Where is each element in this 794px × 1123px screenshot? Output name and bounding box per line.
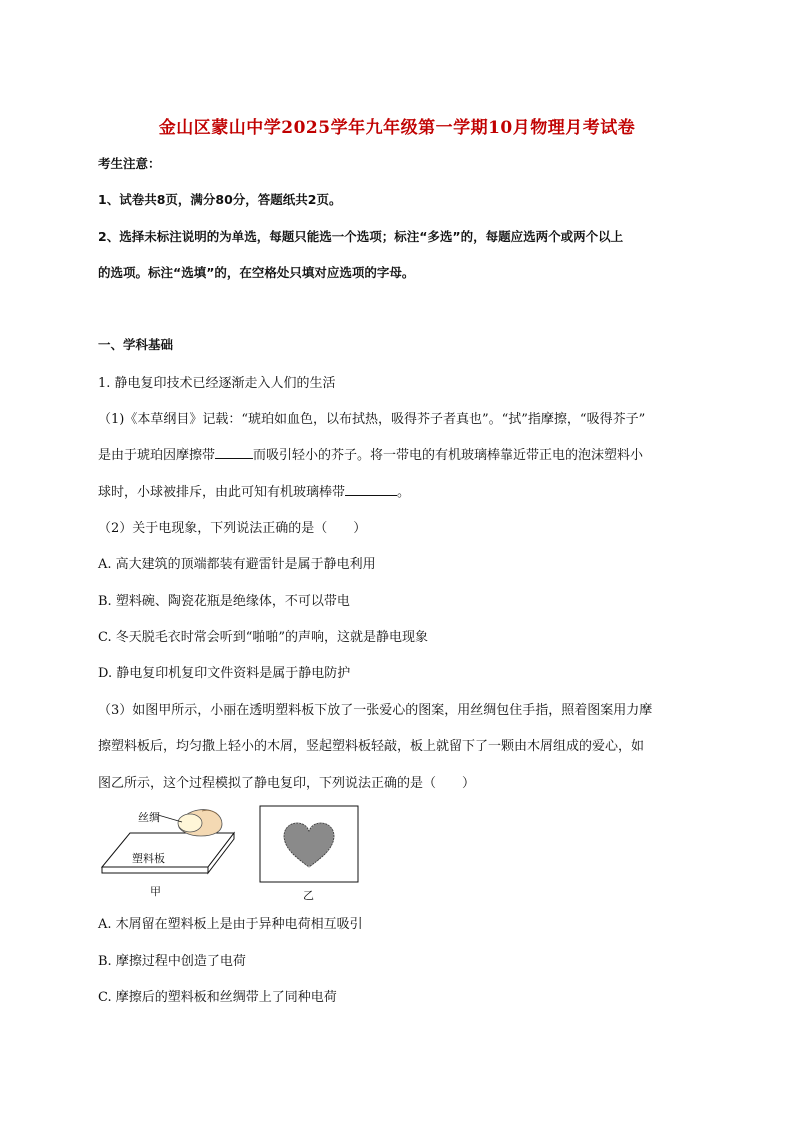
part-3-option-a: A. 木屑留在塑料板上是由于异种电荷相互吸引: [98, 917, 363, 932]
part-2-option-b: B. 塑料碗、陶瓷花瓶是绝缘体，不可以带电: [98, 594, 350, 609]
question-1-part-1-line-1: （1)《本草纲目》记载：“琥珀如血色，以布拭热，吸得芥子者真也”。“拭”指摩擦，“吸得芥子”: [98, 412, 646, 427]
question-1-part-3-line-1: （3）如图甲所示，小丽在透明塑料板下放了一张爱心的图案，用丝绸包住手指，照着图案用力摩: [98, 703, 653, 718]
label-silk: 丝绸: [138, 811, 160, 824]
question-1-stem: 1. 静电复印技术已经逐渐走入人们的生活: [98, 376, 336, 391]
question-1-part-3-line-3: 图乙所示，这个过程模拟了静电复印，下列说法正确的是（ ）: [98, 776, 476, 791]
section-heading: 一、学科基础: [98, 337, 174, 352]
label-plastic-board: 塑料板: [132, 852, 165, 865]
part-3-option-b: B. 摩擦过程中创造了电荷: [98, 954, 246, 969]
plastic-board-illustration: [102, 833, 234, 873]
part-2-option-d: D. 静电复印机复印文件资料是属于静电防护: [98, 666, 351, 681]
answer-blank-2[interactable]: [345, 483, 397, 496]
part-3-option-c: C. 摩擦后的塑料板和丝绸带上了同种电荷: [98, 990, 337, 1005]
text-segment: 球时，小球被排斥，由此可知有机玻璃棒带: [98, 485, 346, 500]
heart-board-illustration: [260, 806, 358, 882]
question-1-part-1-line-2: [98, 444, 643, 463]
text-segment: 。: [397, 485, 411, 500]
notice-item-1: 1、试卷共8页，满分80分，答题纸共2页。: [98, 192, 342, 207]
caption-figure-a: 甲: [150, 885, 161, 898]
part-2-option-c: C. 冬天脱毛衣时常会听到“啪啪”的声响，这就是静电现象: [98, 630, 429, 645]
answer-blank-1[interactable]: [215, 446, 253, 459]
part-2-option-a: A. 高大建筑的顶端都装有避雷针是属于静电利用: [98, 557, 376, 572]
question-1-part-3-line-2: 擦塑料板后，均匀撒上轻小的木屑，竖起塑料板轻敲，板上就留下了一颗由木屑组成的爱心，如: [98, 739, 645, 754]
hand-with-silk-illustration: [178, 810, 222, 836]
caption-figure-b: 乙: [303, 889, 314, 902]
figure-static-copy-demo: [98, 803, 368, 903]
question-1-part-1-line-3: [98, 481, 410, 500]
text-segment: 是由于琥珀因摩擦带: [98, 448, 216, 463]
exam-title: 金山区蒙山中学2025学年九年级第一学期10月物理月考试卷: [158, 118, 636, 138]
text-segment: 而吸引轻小的芥子。将一带电的有机玻璃棒靠近带正电的泡沫塑料小: [253, 448, 644, 463]
question-1-part-2-stem: （2）关于电现象，下列说法正确的是（ ）: [98, 521, 367, 536]
notice-item-2-line-2: 的选项。标注“选填”的，在空格处只填对应选项的字母。: [98, 265, 415, 280]
notice-item-2-line-1: 2、选择未标注说明的为单选，每题只能选一个选项；标注“多选”的，每题应选两个或两个以上: [98, 229, 624, 244]
notice-heading: 考生注意：: [98, 156, 161, 171]
